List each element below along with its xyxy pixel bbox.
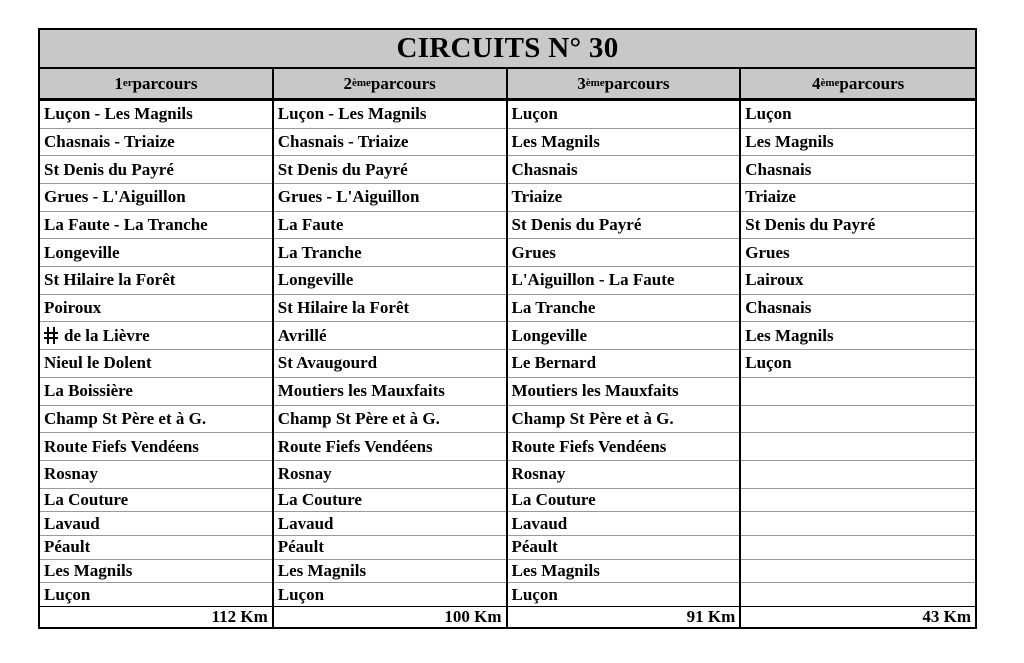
crossroads-icon <box>44 327 58 344</box>
table-row <box>274 536 506 560</box>
table-row <box>741 101 975 129</box>
place-name: Péault <box>511 537 558 557</box>
column-header-number: 4 <box>811 73 821 93</box>
table-row <box>274 489 506 513</box>
table-row <box>274 461 506 489</box>
route-column-1 <box>40 101 274 607</box>
table-row <box>274 156 506 184</box>
table-row <box>508 295 740 323</box>
place-name: Les Magnils <box>44 560 133 580</box>
column-header-label: parcours <box>839 73 905 93</box>
column-header-label: parcours <box>604 73 670 93</box>
totals-row <box>40 607 975 627</box>
table-row <box>741 512 975 536</box>
table-row <box>741 536 975 560</box>
column-header-number: 2 <box>343 73 352 93</box>
place-name: St Hilaire la Forêt <box>44 270 176 290</box>
table-row <box>741 378 975 406</box>
place-name: La Faute <box>277 215 344 235</box>
place-name: Luçon <box>277 584 325 604</box>
circuits-table <box>38 28 977 629</box>
place-name: Chasnais <box>745 159 812 179</box>
table-row <box>741 461 975 489</box>
place-name: Rosnay <box>511 464 566 484</box>
table-row <box>508 378 740 406</box>
column-header-number: 3 <box>577 73 586 93</box>
place-name: Route Fiefs Vendéens <box>511 436 667 456</box>
place-name: Triaize <box>511 187 563 207</box>
place-name: Le Bernard <box>511 353 597 373</box>
table-row <box>274 267 506 295</box>
place-name: Longeville <box>44 242 120 262</box>
table-row <box>274 406 506 434</box>
table-row <box>40 536 272 560</box>
column-header-label: parcours <box>370 73 436 93</box>
place-name: St Denis du Payré <box>745 215 876 235</box>
table-row <box>40 129 272 157</box>
table-row <box>508 433 740 461</box>
place-name: St Denis du Payré <box>511 215 642 235</box>
table-row <box>274 512 506 536</box>
place-name: La Tranche <box>277 242 362 262</box>
place-name: Luçon <box>44 584 91 604</box>
table-row <box>508 212 740 240</box>
place-name: Les Magnils <box>511 131 600 151</box>
place-name: de la Lièvre <box>64 325 150 345</box>
table-row <box>741 489 975 513</box>
table-row <box>508 583 740 607</box>
place-name: Luçon <box>745 353 792 373</box>
table-row <box>40 156 272 184</box>
table-row <box>508 322 740 350</box>
table-row <box>274 350 506 378</box>
table-row <box>508 156 740 184</box>
place-name: Rosnay <box>277 464 332 484</box>
place-name: Lavaud <box>511 513 568 533</box>
place-name: Luçon - Les Magnils <box>44 104 193 124</box>
table-row <box>40 295 272 323</box>
distance-total-1: 112 Km <box>40 607 274 627</box>
place-name: La Boissière <box>44 381 133 401</box>
table-row <box>274 239 506 267</box>
place-name: Champ St Père et à G. <box>511 408 674 428</box>
table-row <box>508 350 740 378</box>
place-name: Route Fiefs Vendéens <box>44 436 199 456</box>
table-row <box>40 560 272 584</box>
place-name: Lavaud <box>44 513 100 533</box>
place-name: Chasnais <box>745 298 812 318</box>
route-column-2 <box>274 101 508 607</box>
table-row <box>40 184 272 212</box>
table-row <box>40 378 272 406</box>
place-name: Longeville <box>511 325 588 345</box>
column-header-2: 2 $^{ème}$ parcours <box>274 69 508 98</box>
table-row <box>274 583 506 607</box>
place-name: La Couture <box>44 489 129 509</box>
table-row <box>508 267 740 295</box>
table-row <box>741 267 975 295</box>
column-header-1: 1 $^{er}$ parcours <box>40 69 274 98</box>
table-row <box>508 129 740 157</box>
table-row <box>40 489 272 513</box>
table-row <box>508 560 740 584</box>
header-row <box>40 69 975 101</box>
place-name: Triaize <box>745 187 796 207</box>
table-row <box>40 512 272 536</box>
place-name: Les Magnils <box>745 325 834 345</box>
place-name: St Avaugourd <box>277 353 378 373</box>
table-row <box>508 184 740 212</box>
place-name: Les Magnils <box>745 131 834 151</box>
table-row <box>274 560 506 584</box>
table-row <box>40 406 272 434</box>
table-row <box>741 239 975 267</box>
place-name: La Faute - La Tranche <box>44 215 208 235</box>
table-row <box>274 101 506 129</box>
circuits-body <box>40 101 975 607</box>
table-row <box>274 378 506 406</box>
place-name: Lairoux <box>745 270 804 290</box>
table-row <box>741 129 975 157</box>
table-row <box>508 239 740 267</box>
table-row <box>40 239 272 267</box>
route-column-4 <box>741 101 975 607</box>
table-row <box>741 350 975 378</box>
table-row <box>741 212 975 240</box>
table-row <box>741 295 975 323</box>
place-name: Grues <box>745 242 790 262</box>
place-name: Luçon <box>745 104 792 124</box>
place-name: La Couture <box>511 489 596 509</box>
place-name: Grues <box>511 242 556 262</box>
page-title: CIRCUITS N° 30 <box>40 30 975 69</box>
table-row <box>274 295 506 323</box>
place-name: Rosnay <box>44 464 98 484</box>
table-row <box>40 433 272 461</box>
column-header-3: 3 $^{ème}$ parcours <box>508 69 742 98</box>
place-name: Chasnais - Triaize <box>44 131 175 151</box>
place-name: Péault <box>44 537 91 557</box>
place-name: Champ St Père et à G. <box>277 408 440 428</box>
place-name: Chasnais <box>511 159 578 179</box>
distance-total-4: 43 Km <box>922 607 971 626</box>
table-row <box>741 583 975 607</box>
place-name: St Denis du Payré <box>277 159 408 179</box>
place-name: L'Aiguillon - La Faute <box>511 270 675 290</box>
place-name: Les Magnils <box>277 560 367 580</box>
place-name: Route Fiefs Vendéens <box>277 436 433 456</box>
place-name: Moutiers les Mauxfaits <box>277 381 445 401</box>
place-name: Champ St Père et à G. <box>44 408 207 428</box>
place-name: La Couture <box>277 489 362 509</box>
table-row <box>274 129 506 157</box>
place-name: Chasnais - Triaize <box>277 131 409 151</box>
column-header-label: parcours <box>132 73 198 93</box>
place-name: Nieul le Dolent <box>44 353 152 373</box>
table-row <box>40 350 272 378</box>
place-name: Luçon <box>511 104 558 124</box>
table-row <box>40 212 272 240</box>
table-row <box>274 433 506 461</box>
place-name: St Hilaire la Forêt <box>277 298 410 318</box>
place-name: Luçon <box>511 584 558 604</box>
place-name: La Tranche <box>511 298 596 318</box>
table-row <box>741 322 975 350</box>
table-row <box>741 184 975 212</box>
table-row <box>741 406 975 434</box>
table-row <box>508 489 740 513</box>
route-column-3 <box>508 101 742 607</box>
table-row <box>40 267 272 295</box>
distance-total-3: 91 Km <box>508 607 742 627</box>
place-name: Grues - L'Aiguillon <box>277 187 420 207</box>
table-row <box>508 101 740 129</box>
table-row <box>741 560 975 584</box>
table-row <box>40 583 272 607</box>
column-header-4: 4 $^{ème}$ parcours <box>811 73 905 93</box>
table-row <box>741 433 975 461</box>
table-row <box>508 536 740 560</box>
place-name: Moutiers les Mauxfaits <box>511 381 679 401</box>
column-header-number: 1 <box>114 73 123 93</box>
distance-total-2: 100 Km <box>274 607 508 627</box>
table-row <box>274 184 506 212</box>
place-name: Lavaud <box>277 513 334 533</box>
place-name: Poiroux <box>44 298 102 318</box>
place-name: St Denis du Payré <box>44 159 174 179</box>
table-row <box>741 156 975 184</box>
place-name: Grues - L'Aiguillon <box>44 187 186 207</box>
table-row <box>40 461 272 489</box>
place-name: Avrillé <box>277 325 327 345</box>
table-row <box>508 512 740 536</box>
table-row <box>40 322 272 350</box>
place-name: Péault <box>277 537 325 557</box>
table-row <box>274 322 506 350</box>
table-row <box>508 406 740 434</box>
place-name: Les Magnils <box>511 560 600 580</box>
table-row <box>508 461 740 489</box>
table-row <box>274 212 506 240</box>
place-name: Longeville <box>277 270 354 290</box>
table-row <box>40 101 272 129</box>
place-name: Luçon - Les Magnils <box>277 104 427 124</box>
